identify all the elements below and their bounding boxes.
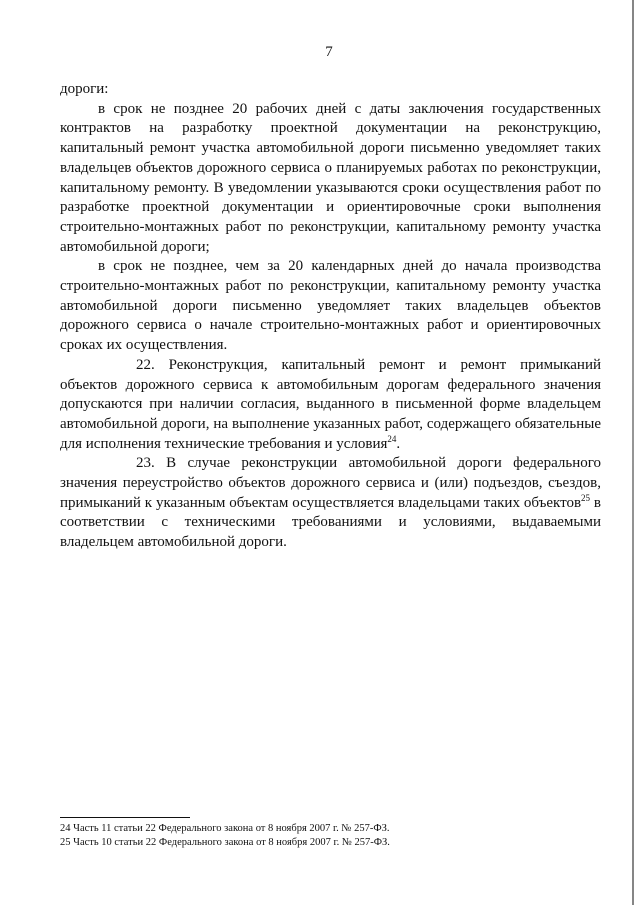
paragraph-deadline-20-calendar-days: в срок не позднее, чем за 20 календарных дней до начала производства строительно-монтажных работ по реконструкции, капитальному ремонту участка автомобильной дороги письменно уведомляет таких владельцев объектов дорожного сервиса о начале строительно-монтажных работ и ориентировочных сроках их осуществления. bbox=[60, 258, 601, 354]
paragraph-number: 23. bbox=[136, 455, 155, 472]
footnotes bbox=[60, 822, 600, 850]
paragraph-continuation: дороги: bbox=[60, 81, 109, 97]
footnote-reference: 24 bbox=[387, 433, 397, 444]
footnote-24: 24 Часть 11 статьи 22 Федерального закона от 8 ноября 2007 г. № 257-ФЗ. bbox=[60, 823, 390, 834]
paragraph-22 bbox=[60, 356, 601, 455]
footnote-reference: 25 bbox=[581, 492, 591, 503]
body-text bbox=[60, 80, 601, 553]
paragraph-text-end: в соответствии с техническими требованиями и условиями, выдаваемыми владельцем автомобильной дороги. bbox=[60, 494, 601, 551]
footnote-25: 25 Часть 10 статьи 22 Федерального закона от 8 ноября 2007 г. № 257-ФЗ. bbox=[60, 837, 390, 848]
paragraph-23 bbox=[60, 454, 601, 553]
paragraph-text: В случае реконструкции автомобильной дороги федерального значения переустройство объектов дорожного сервиса и (или) подъездов, съездов, примыканий к указанным объектам осуществляется владельцами таких объектов bbox=[60, 455, 602, 511]
paragraph-number: 22. bbox=[136, 356, 155, 373]
scan-edge-line bbox=[632, 0, 634, 905]
paragraph-text: Реконструкция, капитальный ремонт и ремонт примыканий объектов дорожного сервиса к автомобильным дорогам федерального значения допускаются при наличии согласия, выданного в письменной форме владельцем автомобильной дороги, на выполнение указанных работ, содержащего обязательные для исполнения технические требования и условия bbox=[60, 356, 601, 452]
page-number: 7 bbox=[325, 44, 333, 60]
footnote-separator bbox=[60, 817, 190, 818]
paragraph-deadline-20-working-days: в срок не позднее 20 рабочих дней с даты заключения государственных контрактов на разработку проектной документации на реконструкцию, капитальный ремонт участка автомобильной дороги письменно уведомляет таких владельцев объектов дорожного сервиса о планируемых работах по реконструкции, капитальному ремонту. В уведомлении указываются сроки осуществления работ по разработке проектной документации и ориентировочные сроки выполнения строительно-монтажных работ по реконструкции, капитальному ремонту участка автомобильной дороги; bbox=[60, 100, 601, 255]
paragraph-text-end: . bbox=[396, 435, 401, 452]
